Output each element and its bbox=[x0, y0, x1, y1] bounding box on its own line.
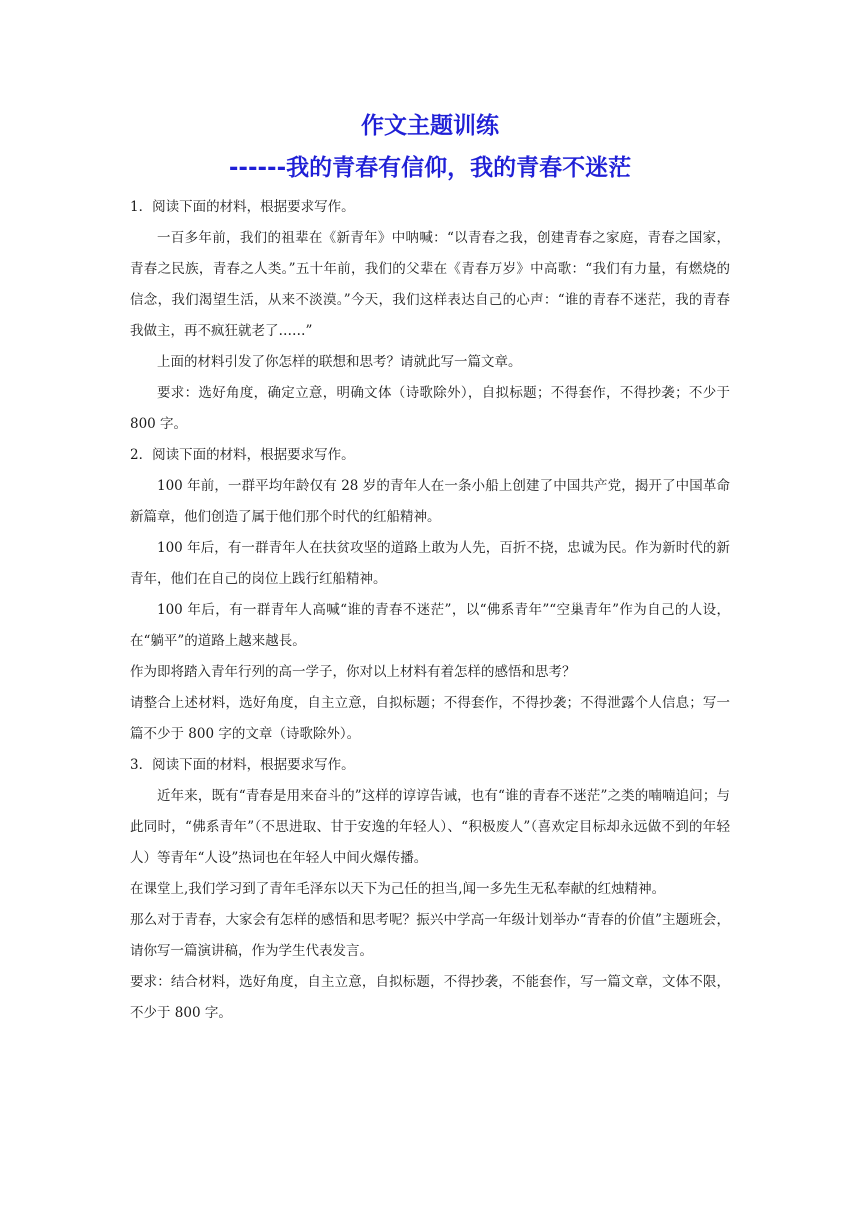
question-1-material: 一百多年前，我们的祖辈在《新青年》中呐喊：“以青春之我，创建青春之家庭，青春之国家，青春之民族，青春之人类。”五十年前，我们的父辈在《青春万岁》中高歌：“我们有力量，有燃烧的信念，我们渴望生活，从来不淡漠。”今天，我们这样表达自己的心声：“谁的青春不迷茫，我的青春我做主，再不疯狂就老了……” bbox=[130, 230, 730, 339]
question-2-prompt: 作为即将踏入青年行列的高一学子，你对以上材料有着怎样的感悟和思考？ bbox=[130, 664, 576, 680]
question-2-material-1: 100 年前，一群平均年龄仅有 28 岁的青年人在一条小船上创建了中国共产党，揭开了中国革命新篇章，他们创造了属于他们那个时代的红船精神。 bbox=[130, 478, 730, 525]
question-3-material-2: 在课堂上,我们学习到了青年毛泽东以天下为己任的担当,闻一多先生无私奉献的红烛精神。 bbox=[130, 881, 666, 897]
question-3-material-3: 那么对于青春，大家会有怎样的感悟和思考呢？振兴中学高一年级计划举办“青春的价值”主题班会，请你写一篇演讲稿，作为学生代表发言。 bbox=[130, 912, 730, 959]
question-3 bbox=[130, 750, 730, 1029]
question-2-requirement: 请整合上述材料，选好角度，自主立意，自拟标题；不得套作，不得抄袭；不得泄露个人信息；写一篇不少于 800 字的文章（诗歌除外）。 bbox=[130, 695, 730, 742]
question-2-material-2: 100 年后，有一群青年人在扶贫攻坚的道路上敢为人先，百折不挠，忠诚为民。作为新时代的新青年，他们在自己的岗位上践行红船精神。 bbox=[130, 540, 730, 587]
page-subtitle: ------我的青春有信仰，我的青春不迷茫 bbox=[228, 155, 632, 181]
question-3-requirement: 要求：结合材料，选好角度，自主立意，自拟标题，不得抄袭，不能套作，写一篇文章，文体不限，不少于 800 字。 bbox=[130, 974, 730, 1021]
question-2-stem: 2．阅读下面的材料，根据要求写作。 bbox=[130, 447, 355, 463]
question-3-stem: 3．阅读下面的材料，根据要求写作。 bbox=[130, 757, 355, 773]
question-1-requirement: 要求：选好角度，确定立意，明确文体（诗歌除外），自拟标题；不得套作，不得抄袭；不少于 800 字。 bbox=[130, 385, 730, 432]
question-1 bbox=[130, 192, 730, 440]
page-title: 作文主题训练 bbox=[361, 113, 499, 139]
question-2 bbox=[130, 440, 730, 750]
question-3-material-1: 近年来，既有“青春是用来奋斗的”这样的谆谆告诫，也有“谁的青春不迷茫”之类的喃喃追问；与此同时，“佛系青年”（不思进取、甘于安逸的年轻人）、“积极废人”（喜欢定目标却永远做不到的年轻人）等青年“人设”热词也在年轻人中间火爆传播。 bbox=[130, 788, 730, 866]
question-2-material-3: 100 年后，有一群青年人高喊“谁的青春不迷茫”，以“佛系青年”“空巢青年”作为自己的人设，在“躺平”的道路上越来越長。 bbox=[130, 602, 730, 649]
document-page bbox=[130, 108, 730, 1029]
question-1-prompt: 上面的材料引发了你怎样的联想和思考？请就此写一篇文章。 bbox=[157, 354, 522, 370]
question-1-stem: 1．阅读下面的材料，根据要求写作。 bbox=[130, 199, 355, 215]
